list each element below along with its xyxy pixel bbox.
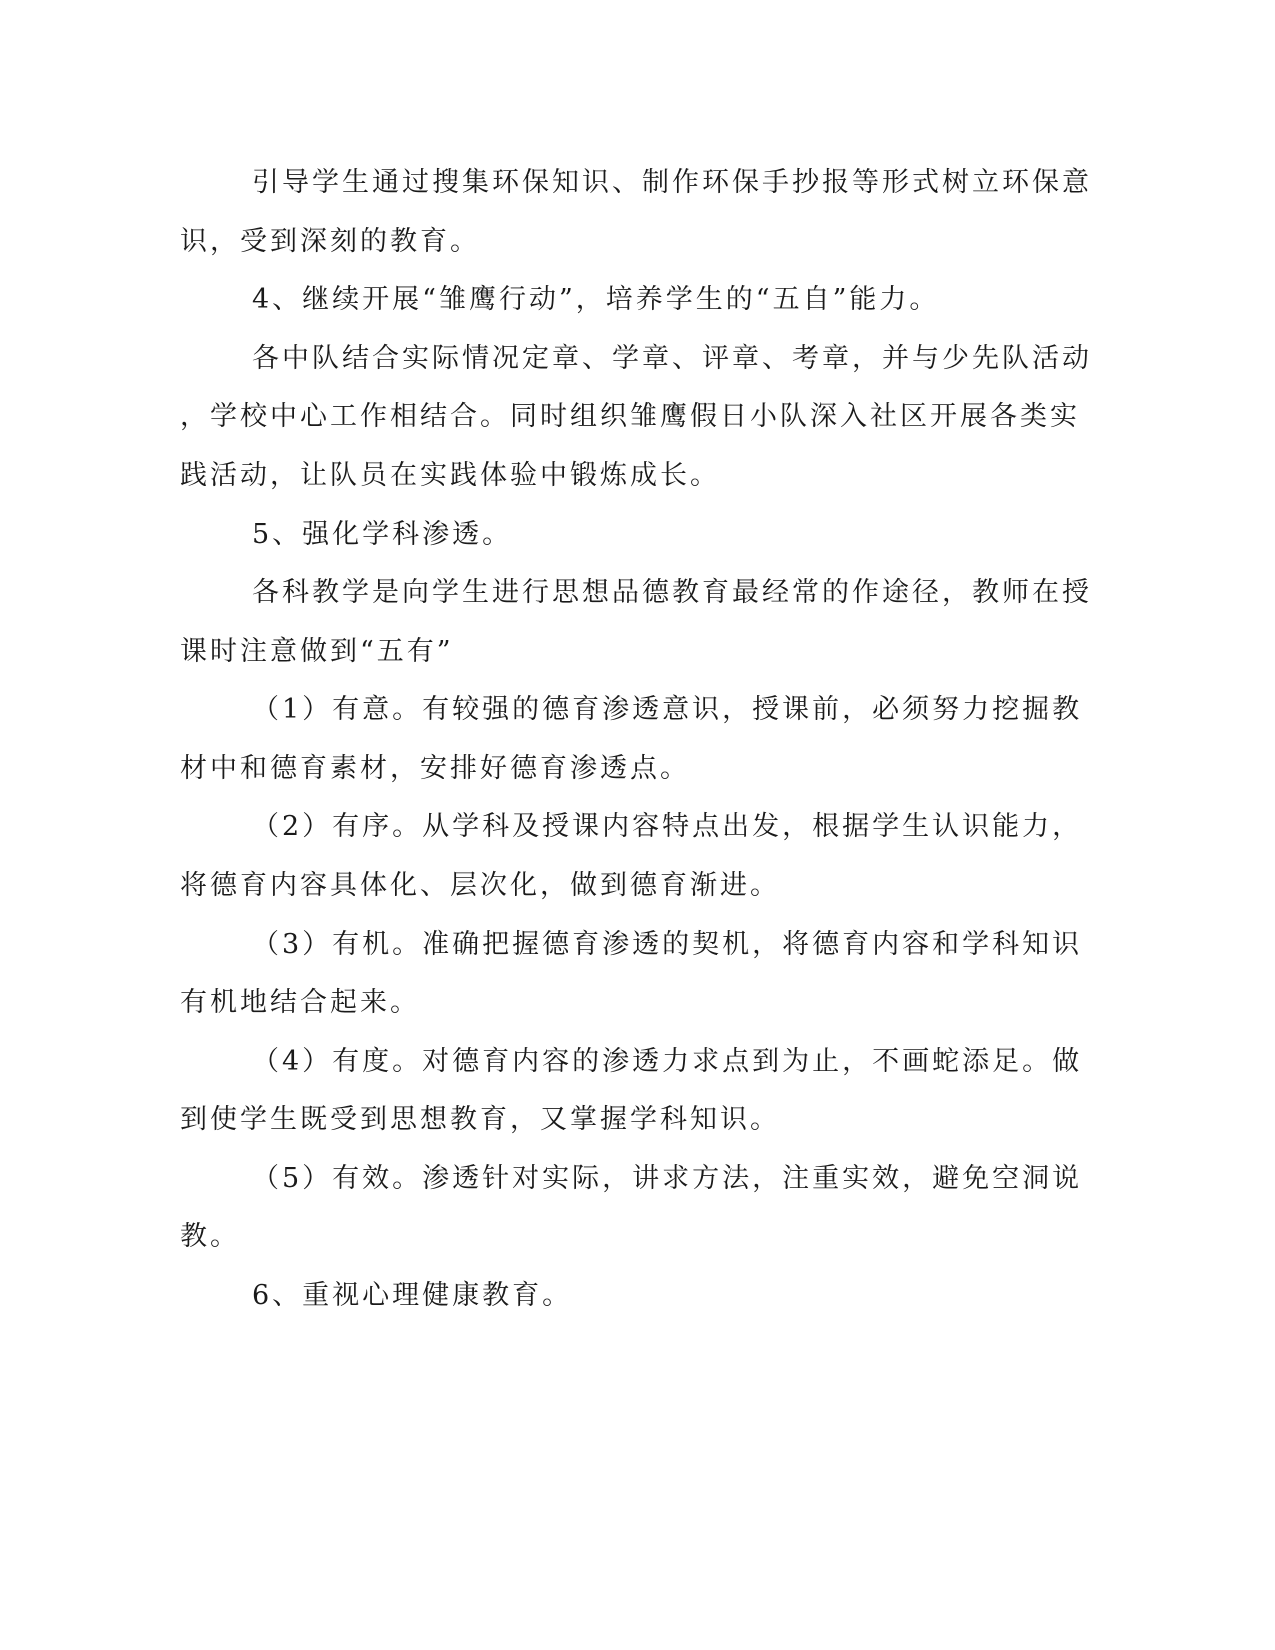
text-line-10: （1）有意。有较强的德育渗透意识，授课前，必须努力挖掘教 [252, 694, 1083, 725]
text-line-5: ，学校中心工作相结合。同时组织雏鹰假日小队深入社区开展各类实 [180, 401, 1080, 432]
text-line-17: 到使学生既受到思想教育，又掌握学科知识。 [180, 1104, 780, 1135]
text-line-12: （2）有序。从学科及授课内容特点出发，根据学生认识能力， [252, 811, 1083, 842]
heading-item-4: 4、继续开展“雏鹰行动”，培养学生的“五自”能力。 [252, 284, 940, 315]
text-line-4: 各中队结合实际情况定章、学章、评章、考章，并与少先队活动 [252, 343, 1092, 374]
text-line-16: （4）有度。对德育内容的渗透力求点到为止，不画蛇添足。做 [252, 1046, 1083, 1077]
text-line-19: 教。 [180, 1221, 240, 1252]
text-line-8: 各科教学是向学生进行思想品德教育最经常的作途径，教师在授 [252, 577, 1092, 608]
text-line-2: 识，受到深刻的教育。 [180, 226, 480, 257]
text-line-14: （3）有机。准确把握德育渗透的契机，将德育内容和学科知识 [252, 929, 1083, 960]
text-line-6: 践活动，让队员在实践体验中锻炼成长。 [180, 460, 720, 491]
heading-item-6: 6、重视心理健康教育。 [252, 1280, 573, 1311]
text-line-11: 材中和德育素材，安排好德育渗透点。 [180, 753, 690, 784]
heading-item-5: 5、强化学科渗透。 [252, 519, 513, 550]
text-line-15: 有机地结合起来。 [180, 987, 420, 1018]
text-line-1: 引导学生通过搜集环保知识、制作环保手抄报等形式树立环保意 [252, 167, 1092, 198]
text-line-18: （5）有效。渗透针对实际，讲求方法，注重实效，避免空洞说 [252, 1163, 1083, 1194]
text-line-9: 课时注意做到“五有” [180, 636, 454, 667]
text-line-13: 将德育内容具体化、层次化，做到德育渐进。 [180, 870, 780, 901]
